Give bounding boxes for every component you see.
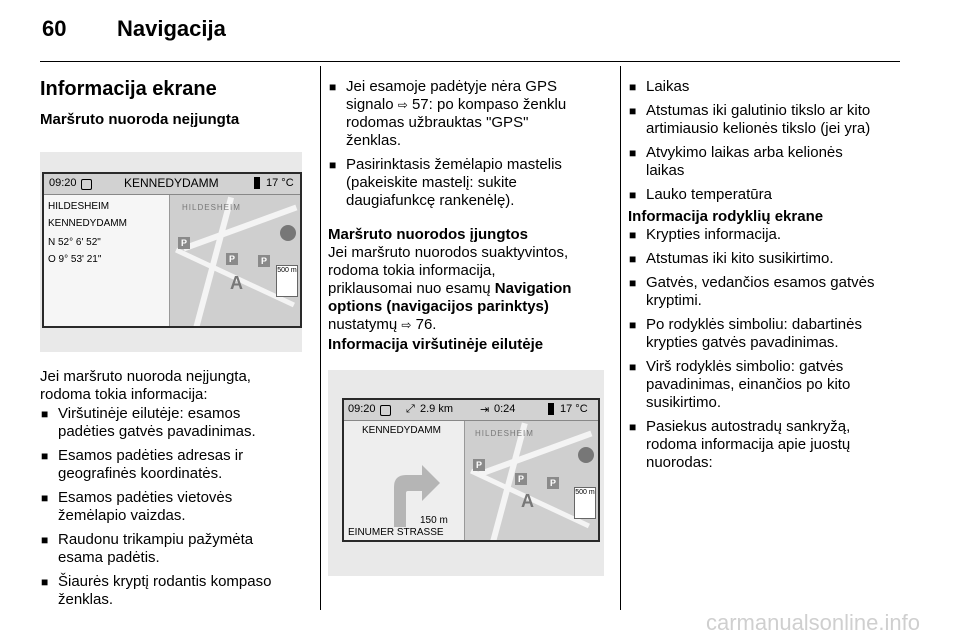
nav-screen-guidance-on <box>328 370 604 576</box>
list-item: ■ Atstumas iki galutinio tikslo ar kito artimiausio kelionės tikslo (jei yra) <box>628 102 918 138</box>
subtitle-arrow-screen: Informacija rodyklių ekrane <box>628 208 824 225</box>
info-latitude: N 52° 6' 52" <box>48 237 101 248</box>
info-panel <box>44 195 170 326</box>
map-scale: 500 m <box>276 265 298 297</box>
thermometer-icon <box>254 177 262 189</box>
compass-icon <box>578 447 594 463</box>
arrow-panel <box>344 421 465 540</box>
reference-arrow-icon: ⇨ <box>401 318 412 332</box>
thermometer-icon <box>548 403 556 415</box>
map-town-label: HILDESHEIM <box>475 429 534 438</box>
list-item: ■ Virš rodyklės simbolio: gatvės pavadinimas, einančios po kito susikirtimo. <box>628 358 918 412</box>
page-number: 60 <box>42 16 67 41</box>
current-street: EINUMER STRASSE <box>348 527 444 538</box>
screen-temp: 17 °C <box>560 403 588 415</box>
subtitle-top-line: Informacija viršutinėje eilutėje <box>328 336 544 353</box>
list-guidance-off <box>40 405 310 615</box>
list-item: ■ Viršutinėje eilutėje: esamos padėties gatvės pavadinimas. <box>40 405 310 441</box>
list-item: ■ Raudonu trikampiu pažymėta esama padėtis. <box>40 531 310 567</box>
parking-icon: P <box>178 237 190 249</box>
parking-icon: P <box>258 255 270 267</box>
screen-time: 09:20 <box>49 177 77 189</box>
subtitle-guidance-on: Maršruto nuorodos įjungtos <box>328 226 528 243</box>
position-marker: A <box>521 491 534 511</box>
screen-street: KENNEDYDAMM <box>124 176 219 190</box>
parking-icon: P <box>547 477 559 489</box>
list-gps-scale <box>328 78 613 216</box>
chapter-title: Navigacija <box>117 16 226 41</box>
list-item: ■ Lauko temperatūra <box>628 186 918 204</box>
column-divider-2 <box>620 66 621 610</box>
list-item: ■ Gatvės, vedančios esamos gatvės kryptimi. <box>628 274 918 310</box>
list-item: ■ Pasiekus autostradų sankryžą, rodoma informacija apie juostų nuorodas: <box>628 418 918 472</box>
list-item: ■ Esamos padėties vietovės žemėlapio vaizdas. <box>40 489 310 525</box>
screen-frame <box>42 172 302 328</box>
screen-eta: 0:24 <box>494 403 516 415</box>
list-item: ■ Pasirinktasis žemėlapio mastelis (pakeiskite mastelį: sukite daugiafunkcę rankenėlę). <box>328 156 613 210</box>
subtitle-guidance-off: Maršruto nuoroda neįjungta <box>40 111 240 128</box>
destination-icon: ⇥ <box>480 404 490 416</box>
info-street: KENNEDYDAMM <box>48 218 127 229</box>
list-arrow-screen-info <box>628 226 918 478</box>
screen-time: 09:20 <box>348 403 376 415</box>
list-item: ■ Šiaurės kryptį rodantis kompaso ženklas. <box>40 573 310 609</box>
map-scale: 500 m <box>574 487 596 519</box>
distance-icon: ⤢ <box>406 403 415 415</box>
info-city: HILDESHEIM <box>48 201 110 212</box>
parking-icon: P <box>473 459 485 471</box>
list-item: ■ Laikas <box>628 78 918 96</box>
turn-distance: 150 m <box>420 515 448 526</box>
screen-distance: 2.9 km <box>420 403 454 415</box>
watermark: carmanualsonline.info <box>705 610 920 635</box>
reference-arrow-icon: ⇨ <box>397 98 408 112</box>
intro-text: Jei maršruto nuoroda neįjungta, rodoma tokia informacija: <box>40 368 251 403</box>
screen-temp: 17 °C <box>266 177 294 189</box>
clock-icon <box>81 178 92 190</box>
list-item: ■ Esamos padėties adresas ir geografinės koordinatės. <box>40 447 310 483</box>
list-item: ■ Jei esamoje padėtyje nėra GPS signalo ⇨ 57: po kompaso ženklu rodomas užbrauktas "GPS" ženklas. <box>328 78 613 150</box>
header-rule <box>40 61 900 62</box>
guidance-on-text: Jei maršruto nuorodos suaktyvintos, rodoma tokia informacija, priklausomai nuo esamų Navigation options (navigacijos parinktys) nustatymų ⇨ 76. <box>328 244 572 333</box>
compass-icon <box>280 225 296 241</box>
position-marker: A <box>230 273 243 293</box>
info-longitude: O 9° 53' 21" <box>48 254 102 265</box>
nav-screen-guidance-off <box>40 152 302 352</box>
map-view <box>170 195 300 326</box>
map-town-label: HILDESHEIM <box>182 203 241 212</box>
list-top-line-info <box>628 78 918 210</box>
column-divider-1 <box>320 66 321 610</box>
next-street: KENNEDYDAMM <box>362 425 441 436</box>
list-item: ■ Atvykimo laikas arba kelionės laikas <box>628 144 918 180</box>
section-title: Informacija ekrane <box>40 78 217 100</box>
clock-icon <box>380 404 391 416</box>
list-item: ■ Atstumas iki kito susikirtimo. <box>628 250 918 268</box>
parking-icon: P <box>226 253 238 265</box>
parking-icon: P <box>515 473 527 485</box>
map-view <box>465 421 598 540</box>
screen-top-bar <box>344 400 598 421</box>
list-item: ■ Po rodyklės simboliu: dabartinės krypties gatvės pavadinimas. <box>628 316 918 352</box>
list-item: ■ Krypties informacija. <box>628 226 918 244</box>
screen-top-bar <box>44 174 300 195</box>
screen-frame <box>342 398 600 542</box>
